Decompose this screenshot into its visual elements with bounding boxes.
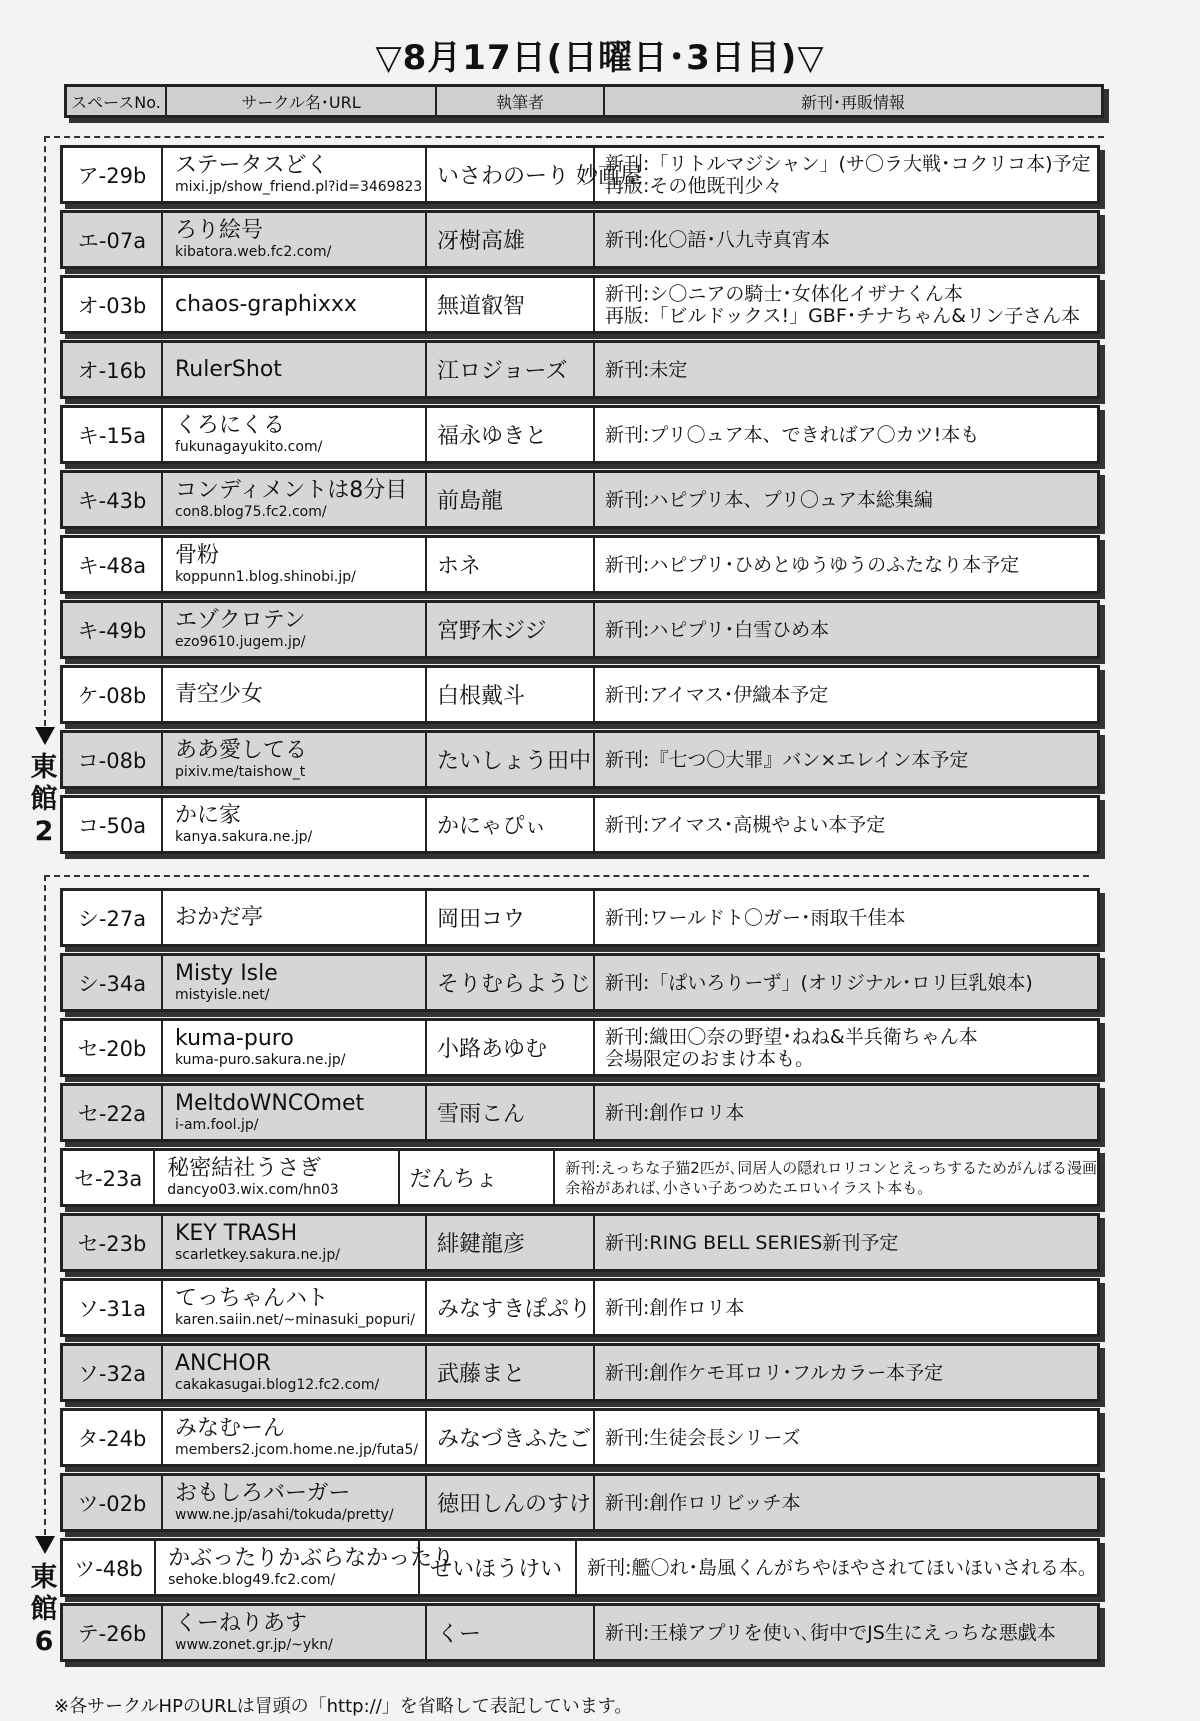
header-circle: サークル名･URL [167,87,437,115]
hall-guide-line [44,875,46,1535]
author-name: 雪雨こん [427,1086,595,1139]
circle-cell [163,1086,427,1139]
table-row [60,1343,1100,1402]
release-info [595,213,1097,266]
author-name: 前島龍 [427,473,595,526]
circle-list [60,888,1100,1668]
release-info [595,343,1097,396]
circle-cell [163,1411,427,1464]
release-info-line: 余裕があれば､小さい子あつめたエロいイラスト本も。 [565,1178,933,1197]
space-number: キ-43b [63,473,163,526]
release-info-line: 新刊:ハピプリ･白雪ひめ本 [605,618,830,641]
circle-cell [156,1541,455,1594]
space-number: シ-34a [63,956,163,1009]
author-name: ホネ [427,538,595,591]
space-number: テ-26b [63,1606,163,1659]
release-info-line: 新刊:生徒会長シリーズ [605,1426,801,1449]
space-number: エ-07a [63,213,163,266]
circle-name: おもしろバーガー [175,1481,351,1506]
circle-name: chaos-graphixxx [175,291,357,317]
release-info-line: 再版:その他既刊少々 [605,174,783,197]
circle-url: members2.jcom.home.ne.jp/futa5/ [175,1442,419,1458]
table-row [60,1473,1100,1532]
circle-cell [163,1476,427,1529]
space-number: オ-16b [63,343,163,396]
release-info-line: 新刊:シ〇ニアの騎士･女体化イザナくん本 [605,282,963,305]
header-space: スペースNo. [67,87,167,115]
release-info-line: 新刊:プリ〇ュア本、できればア〇カツ!本も [605,423,980,446]
release-info [595,473,1097,526]
space-number: ソ-32a [63,1346,163,1399]
circle-name: くろにくる [175,413,286,438]
circle-cell [163,278,427,331]
author-name: 小路あゆむ [427,1021,595,1074]
table-header [64,84,1104,118]
space-number: キ-49b [63,603,163,656]
author-name: みなすきぽぷり [427,1281,595,1334]
table-row [60,275,1100,334]
circle-list [60,145,1100,860]
header-author: 執筆者 [437,87,605,115]
circle-url: kanya.sakura.ne.jp/ [175,829,313,845]
release-info [595,956,1097,1009]
circle-url: ezo9610.jugem.jp/ [175,634,306,650]
release-info-line: 新刊:アイマス･伊織本予定 [605,683,829,706]
circle-name: かに家 [175,803,242,828]
circle-cell [163,148,427,201]
author-name: 武藤まと [427,1346,595,1399]
table-row [60,340,1100,399]
circle-cell [163,213,427,266]
circle-url: mistyisle.net/ [175,987,270,1003]
circle-url: con8.blog75.fc2.com/ [175,504,327,520]
author-name: 冴樹高雄 [427,213,595,266]
author-name: みなづきふたご [427,1411,595,1464]
release-info-line: 新刊:アイマス･高槻やよい本予定 [605,813,886,836]
release-info [595,278,1097,331]
release-info [577,1541,1097,1594]
author-name: くー [427,1606,595,1659]
table-row [60,1213,1100,1272]
space-number: キ-15a [63,408,163,461]
table-row [60,1148,1100,1207]
circle-url: www.ne.jp/asahi/tokuda/pretty/ [175,1507,394,1523]
release-info-line: 新刊:ハピプリ本、プリ〇ュア本総集編 [605,488,933,511]
release-info-line: 新刊:王様アプリを使い､街中でJS生にえっちな悪戯本 [605,1621,1056,1644]
circle-url: karen.saiin.net/~minasuki_popuri/ [175,1312,415,1328]
circle-cell [163,1346,427,1399]
release-info [595,1411,1097,1464]
release-info [595,1216,1097,1269]
space-number: ソ-31a [63,1281,163,1334]
circle-name: MeltdoWNCOmet [175,1091,365,1116]
table-row [60,1408,1100,1467]
release-info [595,1281,1097,1334]
space-number: セ-23a [63,1151,155,1204]
release-info [595,733,1097,786]
circle-url: koppunn1.blog.shinobi.jp/ [175,569,356,585]
author-name: 江ロジョーズ [427,343,595,396]
release-info-line: 新刊:化〇語･八九寺真宵本 [605,228,830,251]
author-name: そりむらようじ [427,956,595,1009]
release-info-line: 新刊:えっちな子猫2匹が､同居人の隠れロリコンとえっちするためがんばる漫画 [565,1158,1097,1177]
circle-cell [163,343,427,396]
circle-url: dancyo03.wix.com/hn03 [167,1182,339,1198]
circle-name: kuma-puro [175,1026,294,1051]
table-row [60,210,1100,269]
release-info-line: 新刊:創作ロリ本 [605,1101,745,1124]
circle-url: www.zonet.gr.jp/~ykn/ [175,1637,333,1653]
circle-cell [163,668,427,721]
space-number: シ-27a [63,891,163,944]
down-arrow-icon [35,1536,55,1554]
release-info-line: 新刊:ハピプリ･ひめとゆうゆうのふたなり本予定 [605,553,1020,576]
release-info-line: 新刊:「リトルマジシャン」(サ〇ラ大戦･コクリコ本)予定 [605,152,1091,175]
circle-name: Misty Isle [175,961,278,986]
circle-cell [163,891,427,944]
header-info: 新刊･再販情報 [605,87,1101,115]
release-info-line: 新刊:「ぱいろりーず」(オリジナル･ロリ巨乳娘本) [605,971,1033,994]
table-row [60,1278,1100,1337]
circle-cell [163,798,427,851]
circle-name: ろり絵号 [175,218,264,243]
release-info-line: 新刊:RING BELL SERIES新刊予定 [605,1231,899,1254]
circle-cell [163,473,427,526]
author-name: せいほうけい [420,1541,577,1594]
release-info-line: 新刊:創作ロリ本 [605,1296,745,1319]
release-info-line: 再版:「ビルドックス!」GBF･チナちゃん&リン子さん本 [605,304,1081,327]
release-info-line: 新刊:創作ロリビッチ本 [605,1491,801,1514]
author-name: 福永ゆきと [427,408,595,461]
author-name: 岡田コウ [427,891,595,944]
circle-url: sehoke.blog49.fc2.com/ [168,1572,336,1588]
circle-cell [163,538,427,591]
table-row [60,953,1100,1012]
table-row [60,1538,1100,1597]
circle-name: 秘密結社うさぎ [167,1156,322,1181]
circle-url: cakakasugai.blog12.fc2.com/ [175,1377,380,1393]
author-name: 無道叡智 [427,278,595,331]
release-info [595,1476,1097,1529]
release-info [555,1151,1097,1204]
table-row [60,665,1100,724]
hall-guide-line [44,136,46,726]
space-number: セ-22a [63,1086,163,1139]
circle-cell [163,408,427,461]
space-number: コ-08b [63,733,163,786]
release-info-line: 新刊:未定 [605,358,688,381]
author-name: 宮野木ジジ [427,603,595,656]
hall-divider [44,875,1089,877]
release-info [595,891,1097,944]
author-name: 白根戴斗 [427,668,595,721]
circle-name: RulerShot [175,356,282,382]
release-info-line: 新刊:創作ケモ耳ロリ･フルカラー本予定 [605,1361,944,1384]
circle-url: mixi.jp/show_friend.pl?id=3469823 [175,179,423,195]
release-info-line: 新刊:ワールドト〇ガー･雨取千佳本 [605,906,906,929]
circle-cell [163,1606,427,1659]
circle-name: ああ愛してる [175,738,308,763]
release-info [595,538,1097,591]
author-name: 徳田しんのすけ [427,1476,595,1529]
table-row [60,405,1100,464]
hall-divider [44,136,1104,138]
circle-name: コンディメントは8分目 [175,478,408,503]
table-row [60,1018,1100,1077]
table-row [60,1083,1100,1142]
space-number: セ-20b [63,1021,163,1074]
space-number: キ-48a [63,538,163,591]
circle-name: くーねりあす [175,1611,308,1636]
release-info-line: 会場限定のおまけ本も。 [605,1047,815,1070]
space-number: セ-23b [63,1216,163,1269]
circle-url: pixiv.me/taishow_t [175,764,306,780]
release-info [595,668,1097,721]
release-info [595,798,1097,851]
table-row [60,535,1100,594]
author-name: だんちょ [400,1151,556,1204]
author-name: 緋鍵龍彦 [427,1216,595,1269]
circle-name: KEY TRASH [175,1221,298,1246]
space-number: タ-24b [63,1411,163,1464]
circle-name: 青空少女 [175,681,264,707]
circle-url: kibatora.web.fc2.com/ [175,244,332,260]
space-number: ツ-02b [63,1476,163,1529]
circle-cell [163,733,427,786]
table-row [60,145,1100,204]
table-row [60,795,1100,854]
circle-cell [163,603,427,656]
circle-name: ANCHOR [175,1351,272,1376]
release-info [595,603,1097,656]
release-info [595,1606,1097,1659]
hall-label: 東館2 [30,752,58,847]
circle-name: ステータスどく [175,153,329,178]
table-row [60,600,1100,659]
space-number: ア-29b [63,148,163,201]
hall-label: 東館6 [30,1562,58,1657]
release-info [595,1086,1097,1139]
circle-cell [155,1151,399,1204]
release-info-line: 新刊:艦〇れ･島風くんがちやほやされてほいほいされる本。 [587,1556,1097,1579]
release-info [595,1346,1097,1399]
circle-url: fukunagayukito.com/ [175,439,323,455]
author-name: かにゃぴぃ [427,798,595,851]
table-row [60,1603,1100,1662]
author-name: いさわのーり 妙画屋 [427,148,595,201]
circle-cell [163,1281,427,1334]
down-arrow-icon [35,727,55,745]
circle-name: おかだ亭 [175,904,264,930]
circle-name: エゾクロテン [175,608,306,633]
release-info [595,148,1097,201]
space-number: オ-03b [63,278,163,331]
release-info [595,408,1097,461]
circle-url: scarletkey.sakura.ne.jp/ [175,1247,340,1263]
author-name: たいしょう田中 [427,733,595,786]
table-row [60,888,1100,947]
footnote: ※各サークルHPのURLは冒頭の「http://」を省略して表記しています。 [54,1696,633,1717]
table-row [60,730,1100,789]
circle-cell [163,1021,427,1074]
circle-cell [163,956,427,1009]
circle-url: i-am.fool.jp/ [175,1117,259,1133]
release-info-line: 新刊:織田〇奈の野望･ねね&半兵衛ちゃん本 [605,1025,978,1048]
table-row [60,470,1100,529]
page-title: ▽8月17日(日曜日･3日目)▽ [375,38,825,78]
release-info [595,1021,1097,1074]
circle-name: かぶったりかぶらなかったり [168,1546,455,1571]
circle-name: てっちゃんハト [175,1286,329,1311]
space-number: コ-50a [63,798,163,851]
circle-name: 骨粉 [175,543,220,568]
circle-name: みなむーん [175,1416,286,1441]
space-number: ツ-48b [63,1541,156,1594]
release-info-line: 新刊:『七つ〇大罪』バン×エレイン本予定 [605,748,969,771]
space-number: ケ-08b [63,668,163,721]
circle-cell [163,1216,427,1269]
circle-url: kuma-puro.sakura.ne.jp/ [175,1052,346,1068]
